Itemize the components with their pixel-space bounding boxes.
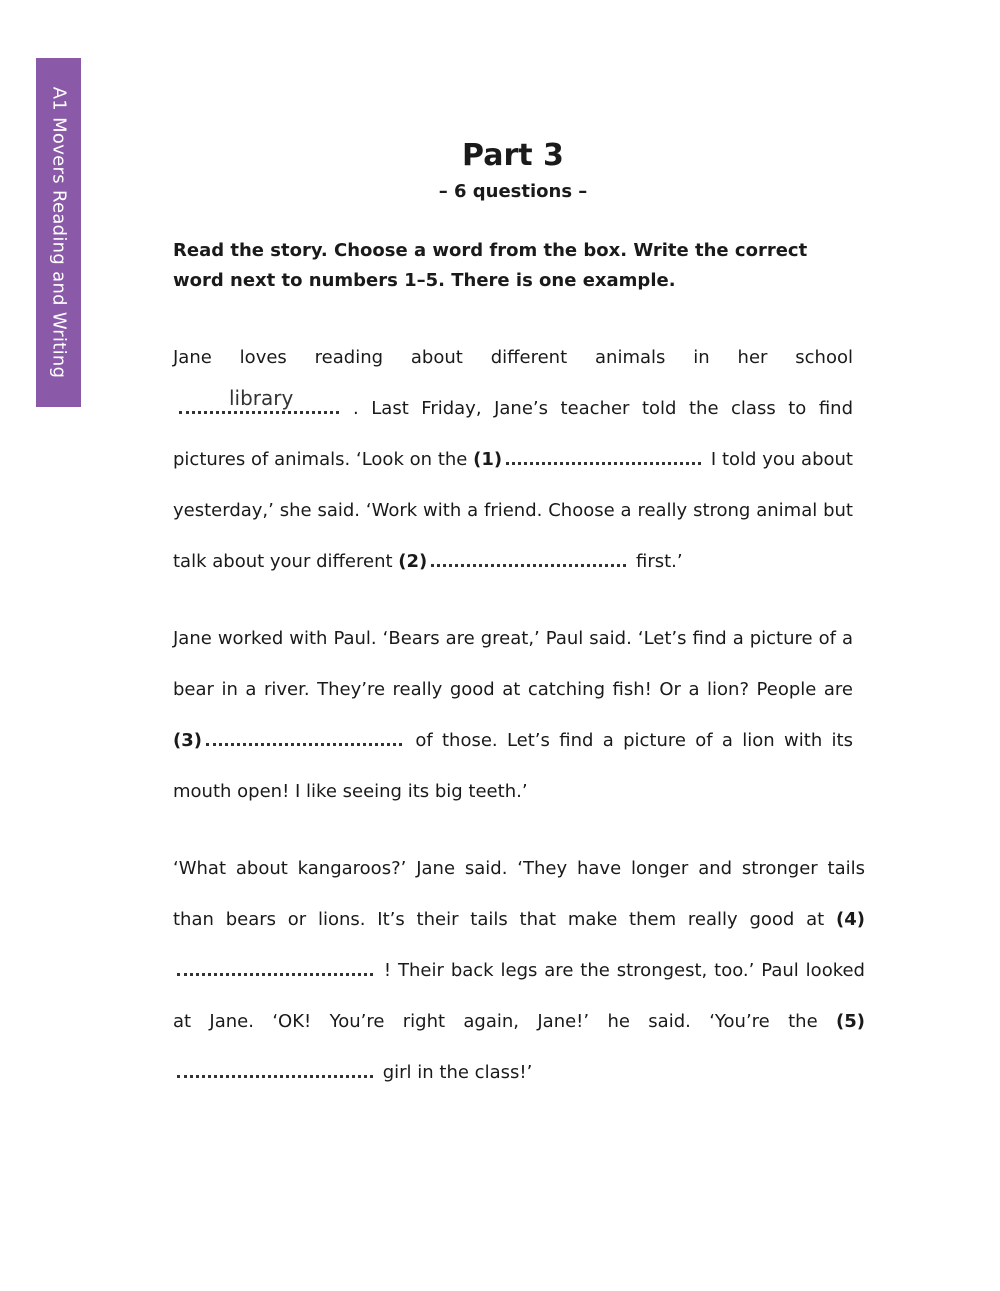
story-paragraph-3 [173, 843, 865, 1098]
page-title: Part 3 [462, 138, 564, 173]
example-answer: library [229, 386, 294, 410]
story-text: Jane loves reading about different animals in her school [173, 347, 853, 368]
story-text: of those. Let’s find a picture of a lion with its mouth open! I like seeing its big teeth.’ [173, 730, 853, 802]
question-number-3: (3) [173, 730, 202, 751]
story-paragraph-2 [173, 613, 853, 817]
story-text: first.’ [636, 551, 683, 572]
side-tab-label: A1 Movers Reading and Writing [48, 86, 69, 379]
answer-gap-3[interactable] [206, 723, 402, 746]
story-text: Last Friday, Jane’s teacher told the class to find pictures of animals. ‘Look on the [173, 398, 853, 470]
page-subtitle: – 6 questions – [438, 181, 588, 202]
side-tab [36, 58, 81, 407]
story-text: . [353, 398, 359, 419]
story-paragraph-1 [173, 332, 853, 587]
question-number-4: (4) [836, 909, 865, 930]
question-number-5: (5) [836, 1011, 865, 1032]
answer-gap-1[interactable] [506, 442, 701, 465]
answer-gap-4[interactable] [177, 953, 373, 976]
question-number-1: (1) [473, 449, 503, 470]
answer-gap-5[interactable] [177, 1055, 373, 1078]
story-text: Jane worked with Paul. ‘Bears are great,’ Paul said. ‘Let’s find a picture of a bear in a river. They’re really good at catching fish! Or a lion? People are [173, 628, 853, 700]
answer-gap-2[interactable] [431, 544, 626, 567]
story-text: ‘What about kangaroos?’ Jane said. ‘They have longer and stronger tails than bears or lions. It’s their tails that make them really good at [173, 858, 865, 930]
example-answer-gap [179, 386, 339, 414]
instructions: Read the story. Choose a word from the box. Write the correct word next to numbers 1–5. There is one example. [173, 240, 808, 291]
story-text: I told you about yesterday,’ she said. ‘Work with a friend. Choose a really strong animal but talk about your different [173, 449, 853, 572]
story-text: ! Their back legs are the strongest, too.’ Paul looked at Jane. ‘OK! You’re right again, Jane!’ he said. ‘You’re the [173, 960, 865, 1032]
story-text: girl in the class!’ [382, 1062, 533, 1083]
question-number-2: (2) [398, 551, 428, 572]
